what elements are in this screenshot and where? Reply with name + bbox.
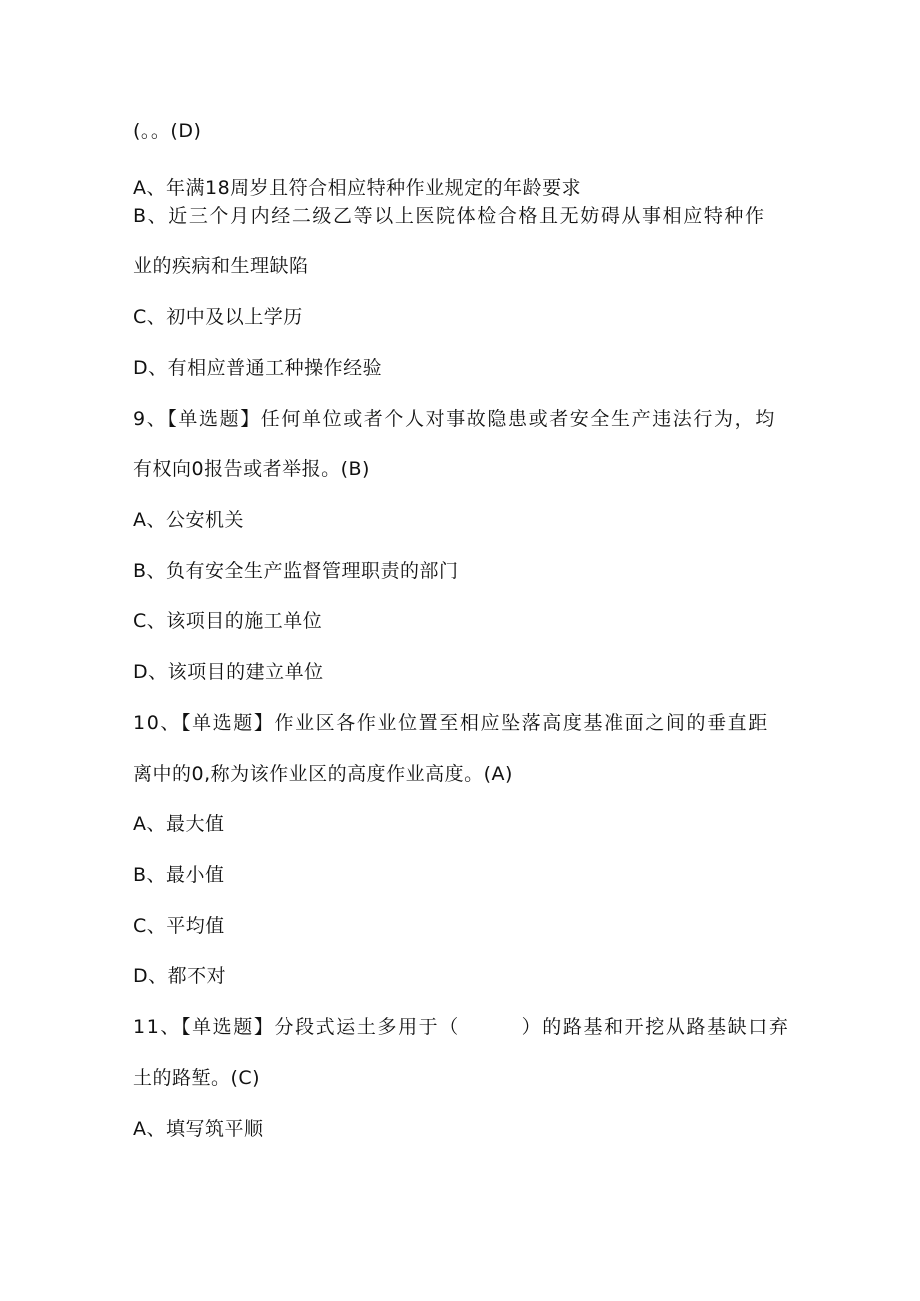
option-b: B、最小值 [133,864,225,886]
option-d: D、都不对 [133,965,227,987]
option-a: A、年满18周岁且符合相应特种作业规定的年龄要求 [133,177,582,199]
question-10: 10、【单选题】作业区各作业位置至相应坠落高度基准面之间的垂直距 [133,712,769,734]
question-10-continuation: 离中的0,称为该作业区的高度作业高度。(A) [133,763,513,785]
option-a: A、填写筑平顺 [133,1118,264,1140]
question-8-answer: (。。(D) [133,120,202,142]
option-d: D、有相应普通工种操作经验 [133,357,383,379]
option-b: B、负有安全生产监督管理职责的部门 [133,560,459,582]
option-c: C、该项目的施工单位 [133,610,323,632]
option-d: D、该项目的建立单位 [133,661,324,683]
option-b-continuation: 业的疾病和生理缺陷 [133,255,309,277]
option-c: C、初中及以上学历 [133,306,303,328]
option-a: A、最大值 [133,813,225,835]
question-11: 11、【单选题】分段式运土多用于（ ）的路基和开挖从路基缺口弃 [133,1016,790,1038]
option-b: B、近三个月内经二级乙等以上医院体检合格且无妨碍从事相应特种作 [133,205,766,227]
question-9-continuation: 有权向0报告或者举报。(B) [133,458,370,480]
question-9: 9、【单选题】任何单位或者个人对事故隐患或者安全生产违法行为，均 [133,408,776,430]
question-11-continuation: 土的路堑。(C) [133,1067,261,1089]
option-c: C、平均值 [133,915,225,937]
option-a: A、公安机关 [133,509,244,531]
